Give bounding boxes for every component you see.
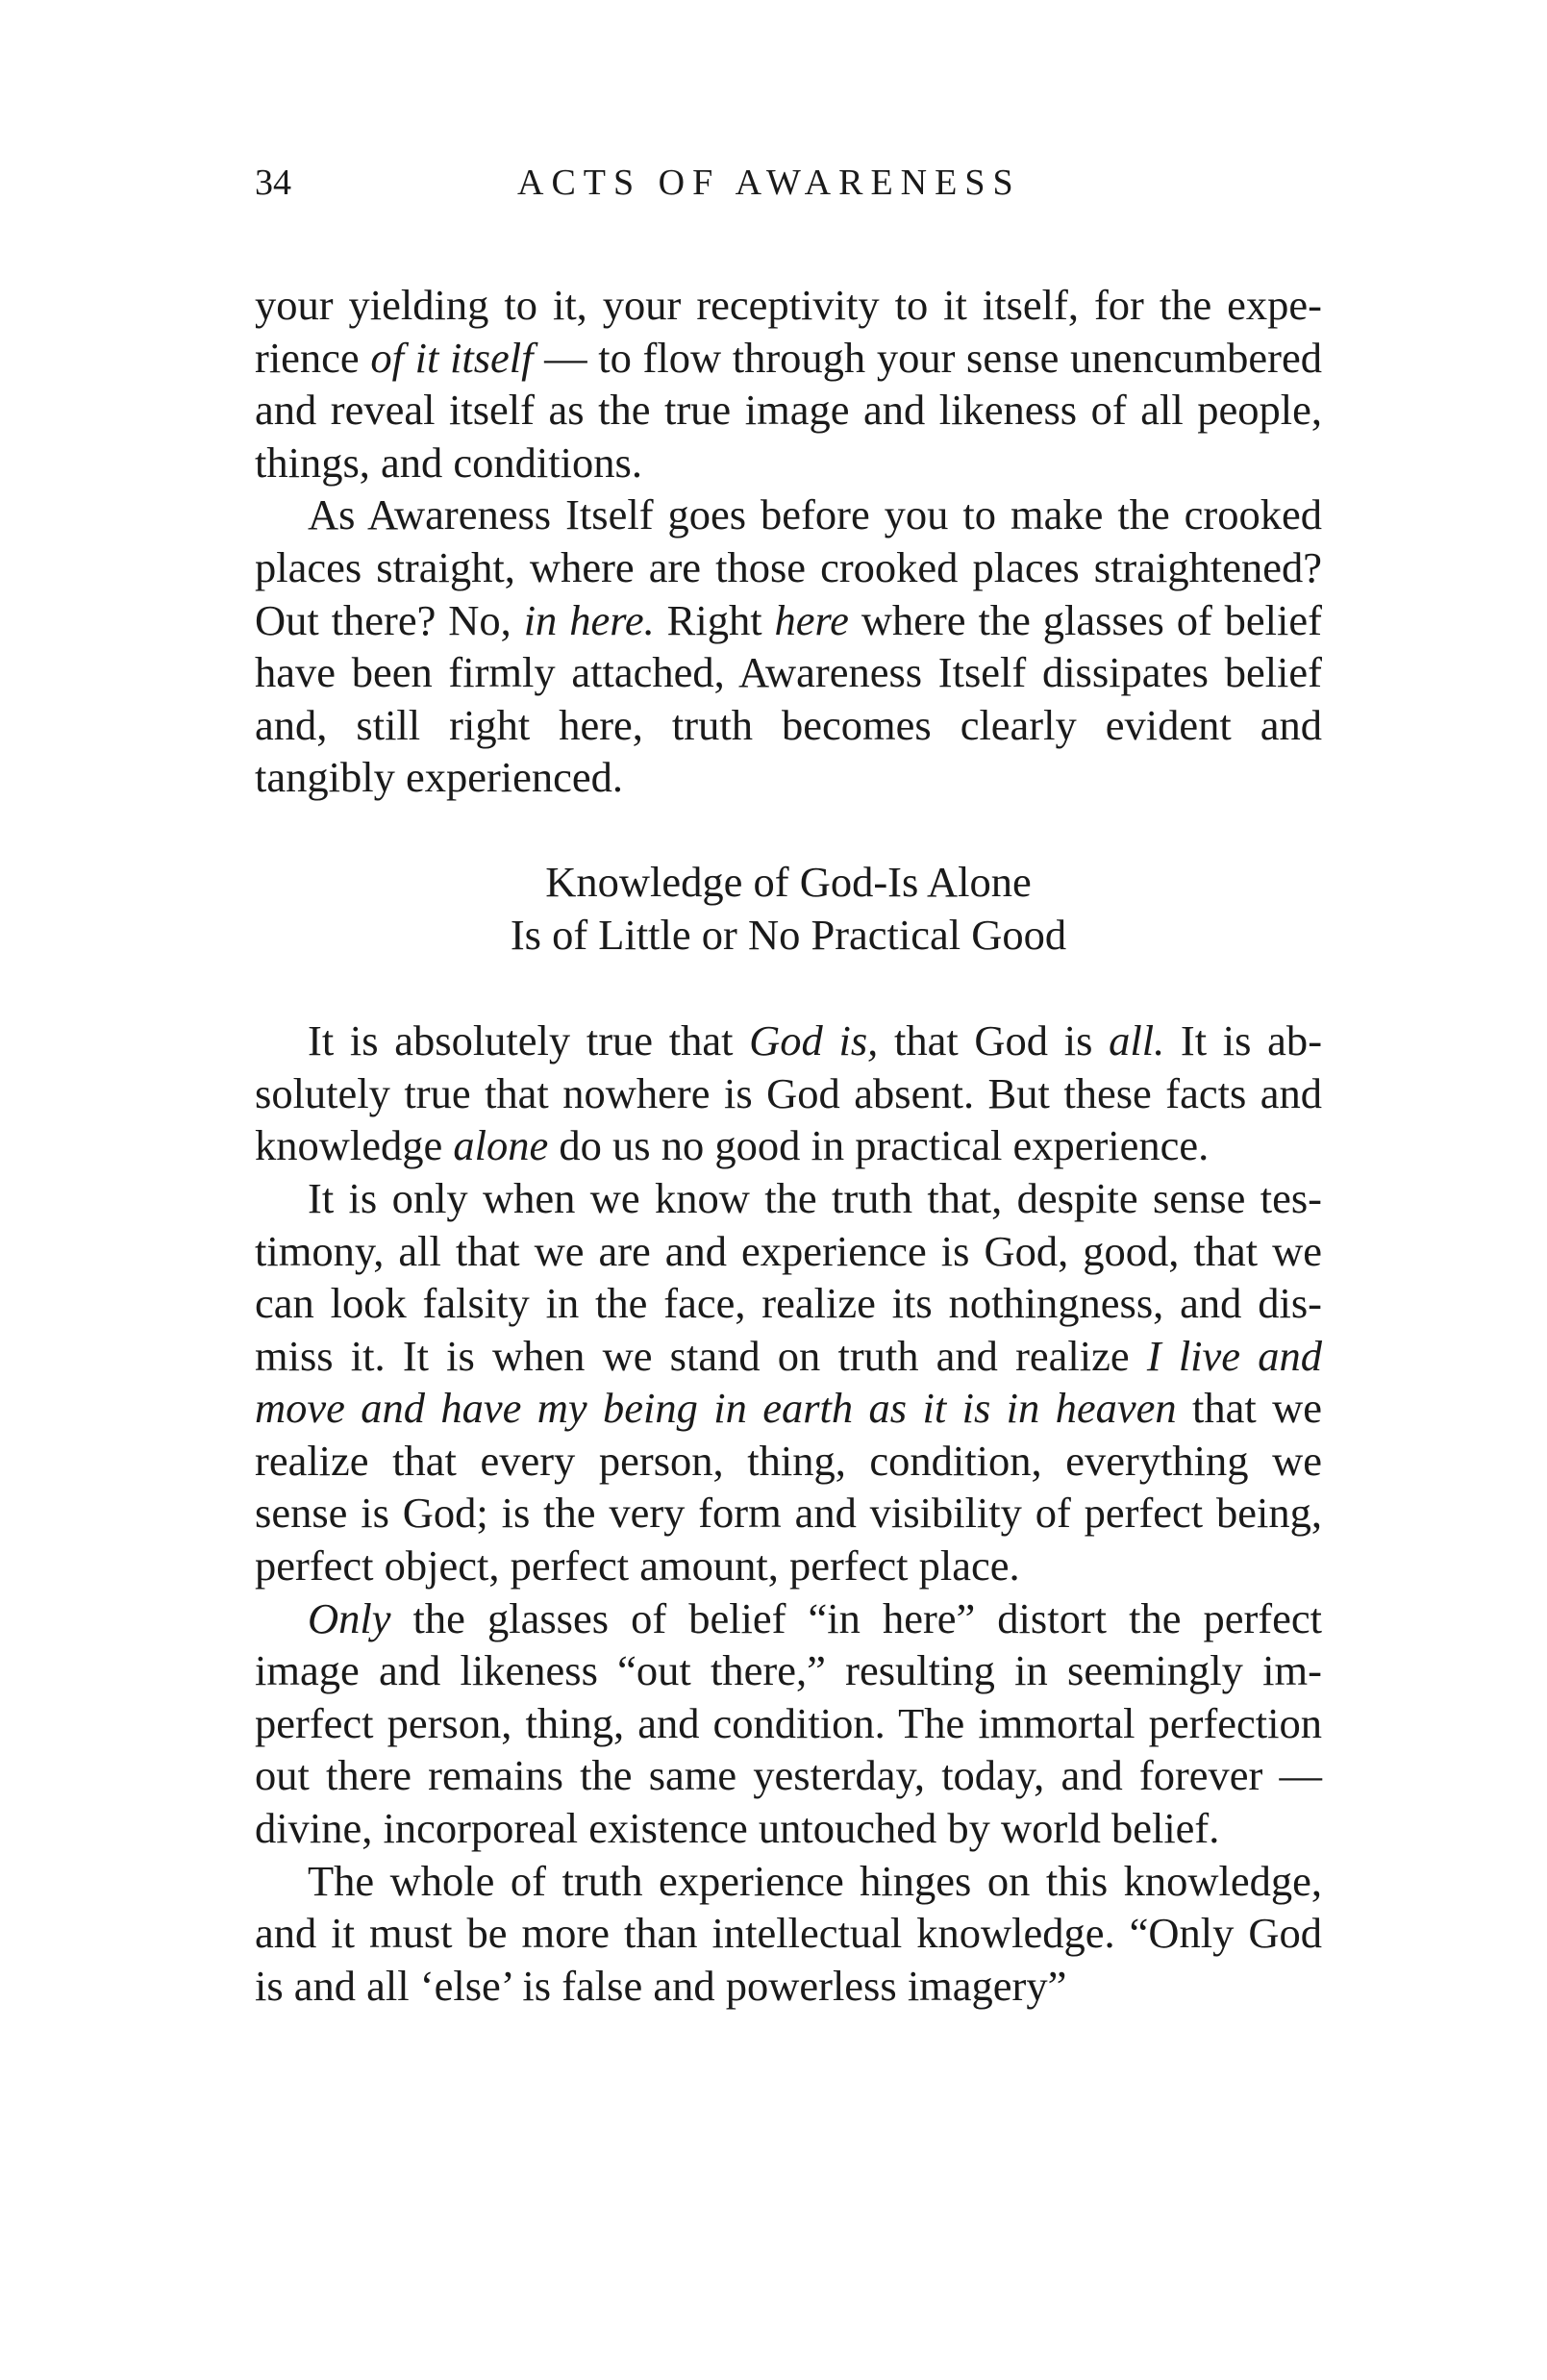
paragraph (255, 1172, 1322, 1592)
italic-text: God is, (749, 1016, 879, 1065)
text-run: the glasses of belief “in here” distort the perfect image and likeness “out there,” resulting in seemingly imperfect person, thing, and condition. The immortal perfection out there remains the same yesterday, today, and forever — divine, incorporeal existence untouched by world belief. (255, 1593, 1322, 1853)
text-run: As Awareness Itself goes before you to make the crooked places straight, where are those crooked places straightened? Out there? No, (255, 490, 1322, 644)
paragraph (255, 279, 1322, 489)
text-run: It is absolutely true that nowhere is God absent. But these facts and knowledge (255, 1016, 1323, 1170)
italic-text: all. (1109, 1016, 1165, 1065)
paragraph (255, 1592, 1322, 1855)
italic-text: I live and move and have my being in earth as it is in heaven (255, 1331, 1322, 1433)
text-run: — to flow through your sense unencumbered and reveal itself as the true image and likeness of all people, things, and conditions. (255, 333, 1323, 487)
italic-text: alone (453, 1121, 549, 1170)
paragraph (255, 1015, 1322, 1172)
italic-text: here (774, 595, 849, 644)
italic-text: of it itself (370, 333, 534, 382)
text-run: It is absolutely true that (308, 1016, 750, 1065)
text-run: where the glasses of belief have been firmly attached, Awareness Itself dissipates belief and, still right here, truth becomes clearly evident and tangibly experienced. (255, 595, 1322, 802)
running-header (255, 162, 1322, 210)
section-heading-line-2: Is of Little or No Practical Good (510, 910, 1067, 959)
page-number: 34 (255, 163, 291, 203)
text-run: that we realize that every person, thing, condition, everything we sense is God; is the very form and visibility of perfect being, perfect object, perfect amount, perfect place. (255, 1384, 1322, 1591)
text-run: your yielding to it, your receptivity to it itself, for the experience (255, 281, 1322, 382)
paragraph (255, 489, 1322, 804)
body-text (255, 279, 1322, 2012)
italic-text: in here. (523, 595, 655, 644)
text-run: Right (654, 595, 775, 644)
italic-text: Only (308, 1593, 391, 1642)
section-heading (255, 856, 1322, 961)
running-title: ACTS OF AWARENESS (517, 163, 1021, 203)
text-run: It is only when we know the truth that, despite sense testimony, all that we are and experience is God, good, that we can look falsity in the face, realize its nothingness, and dismiss it. It is when we stand on truth and realize (255, 1173, 1322, 1380)
text-run: that God is (878, 1016, 1110, 1065)
section-heading-line-1: Knowledge of God-Is Alone (545, 857, 1032, 906)
paragraph (255, 1855, 1322, 2013)
text-run: The whole of truth experience hinges on this knowledge, and it must be more than intellectual knowledge. “Only God is and all ‘else’ is false and powerless imagery” (255, 1856, 1322, 2010)
text-run: do us no good in practical experience. (548, 1121, 1210, 1170)
